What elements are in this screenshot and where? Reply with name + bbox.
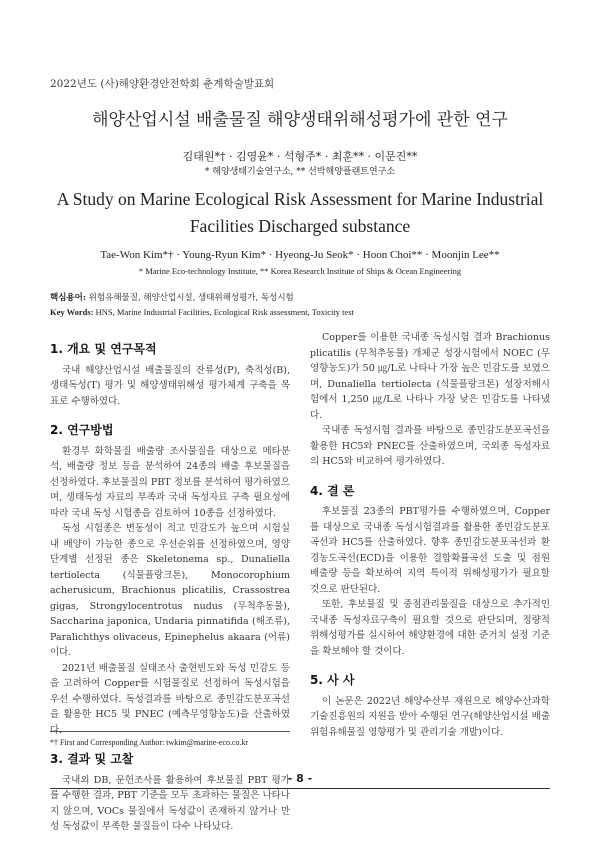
section-5-heading: 5. 사 사 (310, 673, 355, 687)
keywords-english-text: HNS, Marine Industrial Facilities, Ecological Risk assessment, Toxicity test (93, 307, 354, 317)
footnote: *† First and Corresponding Author: twkim@marine-eco.co.kr (50, 738, 249, 747)
section-3-heading: 3. 결과 및 고찰 (50, 752, 134, 766)
keywords-english-label: Key Words: (50, 307, 94, 317)
keywords-korean-label: 핵심용어: (50, 293, 86, 303)
page-bottom-rule (50, 788, 550, 789)
right-column (310, 330, 550, 740)
section-3-paragraph-2: Copper를 이용한 국내종 독성시험 결과 Brachionus plicatilis (무척추동물) 개체군 성장시험에서 NOEC (무영향농도)가 50 ㎍/L로 나타나 가장 높은 민감도를 보였으며, Dunaliella tertiolecta (식물플랑크톤) 성장저해시험에서 1,250 ㎍/L로 나타나 가장 낮은 민감도를 나타냈다. (310, 332, 550, 421)
affiliation-korean: * 해양생태기술연구소, ** 선박해양플랜트연구소 (204, 167, 396, 177)
conference-header: 2022년도 (사)해양환경안전학회 춘계학술발표회 (50, 78, 275, 90)
section-4-paragraph-2: 또한, 후보물질 및 중점관리물질을 대상으로 추가적인 국내종 독성자료구축이 필요할 것으로 판단되며, 정량적 위해성평가를 실시하여 해양환경에 대한 준거치 설정 기준을 확보해야 할 것이다. (310, 599, 550, 657)
authors-korean: 김태원*† · 김영윤* · 석형주* · 최훈** · 이문진** (182, 150, 418, 163)
keywords-korean-text: 위험유해물질, 해양산업시설, 생태위해성평가, 독성시험 (85, 293, 294, 303)
section-2-paragraph-2: 독성 시험종은 변동성이 적고 민감도가 높으며 시험실 내 배양이 가능한 종으로 우선순위를 선정하였으며, 영양단계별 선정된 종은 Skeletonema sp., Dunaliella tertiolecta (식물플랑크톤), Monocorophium acherusicum, Brachionus plicatilis, Crassostrea gigas, Strongylocentrotus nudus (무척추동물), Saccharina japonica, Undaria pinnatifida (해조류), Paralichthys olivaceus, Epinephelus akaara (어류)이다. (50, 523, 290, 658)
keywords-english (50, 306, 550, 319)
section-2-paragraph-3: 2021년 배출물질 실태조사 출현빈도와 독성 민감도 등을 고려하여 Copper를 시험물질로 선정하여 독성시험을 우선 수행하였다. 독성결과를 바탕으로 종민감도분포곡선을 활용한 HC5 및 PNEC (예측무영향농도)을 산출하였다. (50, 662, 290, 736)
section-3-paragraph-3: 국내종 독성시험 결과를 바탕으로 종민감도분포곡선을 활용한 HC5와 PNEC를 산출하였으며, 국외종 독성자료의 HC5와 비교하여 평가하였다. (310, 425, 550, 467)
section-2-paragraph-1: 환경부 화학물질 배출량 조사물질을 대상으로 메타분석, 배출량 정보 등을 분석하여 24종의 배출 후보물질을 선정하였다. 후보물질의 PBT 정보를 분석하여 평가하였으며, 생태독성 자료의 부족과 국내 독성자료 구축 필요성에 따라 국내 독성 시험종을 검토하여 10종을 선정하였다. (50, 445, 290, 519)
section-4-paragraph-1: 후보물질 23종의 PBT평가를 수행하였으며, Copper를 대상으로 국내종 독성시험결과를 활용한 종민감도분포곡선과 HC5를 산출하였다. 향후 종민감도분포곡선과 환경농도곡선(ECD)을 이용한 결합확률곡선 도출 및 점원 배출량 등을 확보하여 지역 특이적 위해성평가가 필요할 것으로 판단된다. (310, 506, 550, 595)
section-5-paragraph: 이 논문은 2022년 해양수산부 재원으로 해양수산과학기술진흥원의 지원을 받아 수행된 연구(해양산업시설 배출 위험유해물질 영향평가 및 관리기술 개발)이다. (310, 695, 550, 738)
section-1-paragraph: 국내 해양산업시설 배출물질의 잔류성(P), 축적성(B), 생태독성(T) 평가 및 해양생태위해성 평가체계 구축을 목표로 수행하였다. (50, 364, 290, 407)
section-1-heading: 1. 개요 및 연구목적 (50, 342, 157, 356)
keywords-korean (50, 292, 550, 305)
page-number: - 8 - (287, 772, 313, 785)
section-2-heading: 2. 연구방법 (50, 423, 114, 437)
section-3-paragraph-1: 국내외 DB, 문헌조사를 활용하여 후보물질 PBT 평가를 수행한 결과, PBT 기준을 모두 초과하는 물질은 나타나지 않으며, VOCs 물질에서 독성값이 존재하지 않거나 만성 독성값이 부족한 물질들이 다수 나타났다. (50, 774, 290, 832)
title-english: A Study on Marine Ecological Risk Assessment for Marine Industrial Facilities Discharged substance (56, 189, 544, 236)
left-column (50, 342, 290, 835)
authors-english: Tae-Won Kim*† · Young-Ryun Kim* · Hyeong-Ju Seok* · Hoon Choi** · Moonjin Lee** (100, 249, 500, 261)
title-korean: 해양산업시설 배출물질 해양생태위해성평가에 관한 연구 (92, 110, 508, 130)
section-4-heading: 4. 결 론 (310, 483, 355, 498)
footnote-divider (50, 731, 290, 732)
affiliation-english: * Marine Eco-technology Institute, ** Korea Research Institute of Ships & Ocean Engineering (138, 266, 462, 276)
